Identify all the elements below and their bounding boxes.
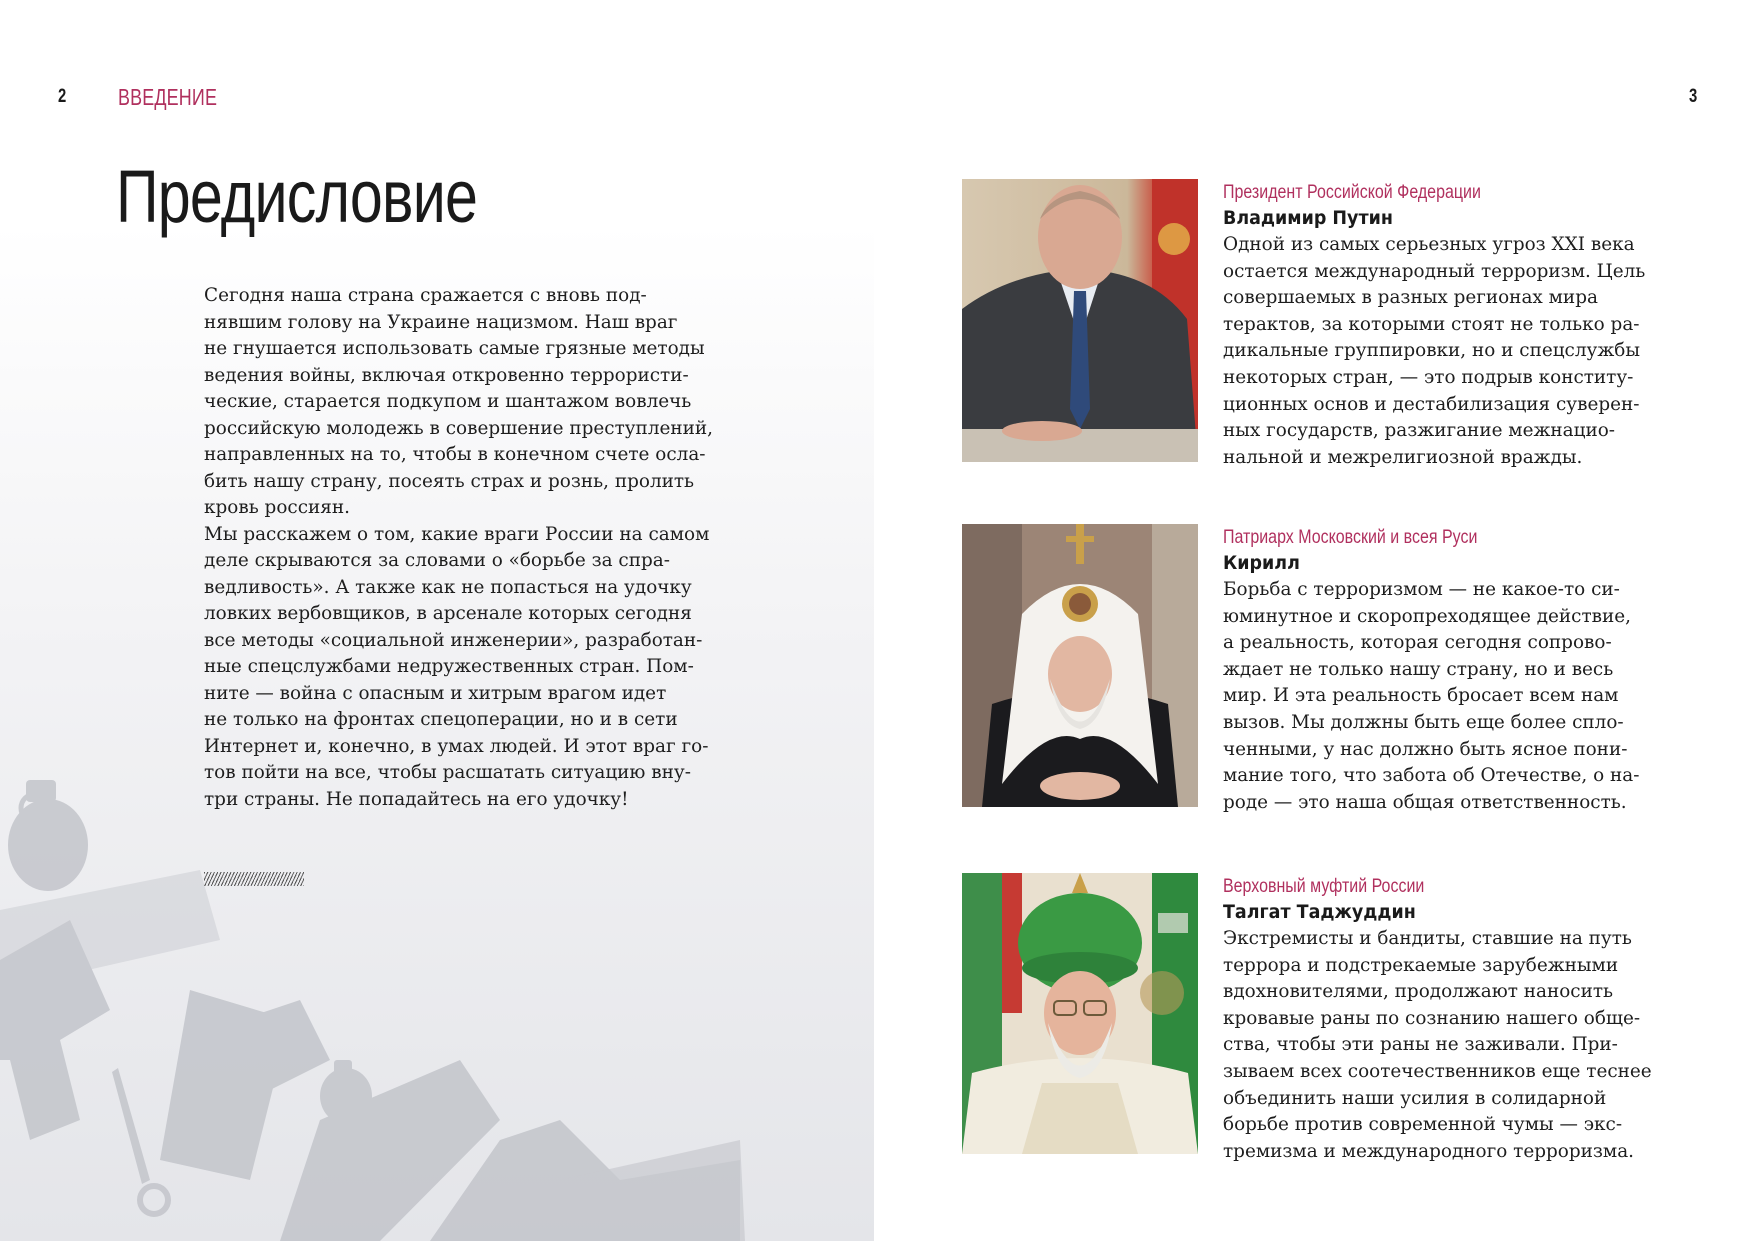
portrait-photo-mufti [962, 873, 1198, 1154]
intro-paragraph-2: Мы расскажем о том, какие враги России на самом деле скрываются за словами о «борьбе за спра- ведливость». А также как не попасться на удочку ловких вербовщиков, в арсенале которых сегодня все методы «социальной инженерии», разработан- ные спецслужбами недружественных стран. Пом- ните — война с опасным и хитрым врагом идет не только на фронтах спецоперации, но и в сети Интернет и, конечно, в умах людей. И этот враг го- тов пойти на все, чтобы расшатать ситуацию вну- три страны. Не попадайтесь на его удочку! [204, 523, 710, 810]
intro-text [204, 283, 714, 813]
person-info-mufti [1223, 873, 1653, 1165]
hatch-divider [204, 872, 304, 886]
intro-paragraph-1: Сегодня наша страна сражается с вновь под- нявшим голову на Украине нацизмом. Наш враг не гнушается использовать самые грязные методы ведения войны, включая откровенно террористи- ческие, старается подкупом и шантажом вовлечь российскую молодежь в совершение преступлений, направленных на то, чтобы в конечном счете осла- бить нашу страну, посеять страх и рознь, пролить кровь россиян. [204, 285, 714, 518]
person-role: Верховный муфтий России [1223, 875, 1425, 897]
portrait-photo-patriarch [962, 524, 1198, 807]
person-role: Патриарх Московский и всея Руси [1223, 526, 1478, 548]
person-quote: Борьба с терроризмом — не какое-то си- юминутное и скоропреходящее действие, а реальность, которая сегодня сопрово- ждает не только нашу страну, но и весь мир. И эта реальность бросает всем нам вызов. Мы должны быть еще более спло- ченными, у нас должно быть ясное пони- мание того, что забота об Отечестве, о на- роде — это наша общая ответственность. [1223, 579, 1640, 813]
knife-icon [112, 1068, 168, 1214]
person-quote: Одной из самых серьезных угроз XXI века остается международный терроризм. Цель совершаемых в разных регионах мира терактов, за которыми стоят не только ра- дикальные группировки, но и спецслужбы некоторых стран, — это подрыв конститу- ционных основ и дестабилизация суверен- ных государств, разжигание межнацио- нальной и межрелигиозной вражды. [1223, 234, 1646, 468]
person-name: Кирилл [1223, 552, 1300, 574]
page-number-right: 3 [1689, 86, 1698, 107]
person-name: Талгат Таджуддин [1223, 901, 1416, 923]
page-number-left: 2 [58, 86, 67, 107]
person-info-president [1223, 179, 1653, 471]
weapons-silhouette-decoration [0, 760, 874, 1241]
person-quote: Экстремисты и бандиты, ставшие на путь террора и подстрекаемые зарубежными вдохновителями, продолжают наносить кровавые раны по сознанию нашего обще- ства, чтобы эти раны не заживали. При- зываем всех соотечественников еще теснее объединить наши усилия в солидарной борьбе против современной чумы — экс- тремизма и международного терроризма. [1223, 928, 1652, 1162]
grenade-icon [8, 780, 88, 891]
left-page [0, 0, 874, 1241]
section-label: ВВЕДЕНИЕ [118, 84, 218, 110]
person-name: Владимир Путин [1223, 207, 1393, 229]
person-info-patriarch [1223, 524, 1653, 816]
portrait-photo-president [962, 179, 1198, 462]
person-role: Президент Российской Федерации [1223, 181, 1481, 203]
page-title: Предисловие [116, 155, 478, 238]
